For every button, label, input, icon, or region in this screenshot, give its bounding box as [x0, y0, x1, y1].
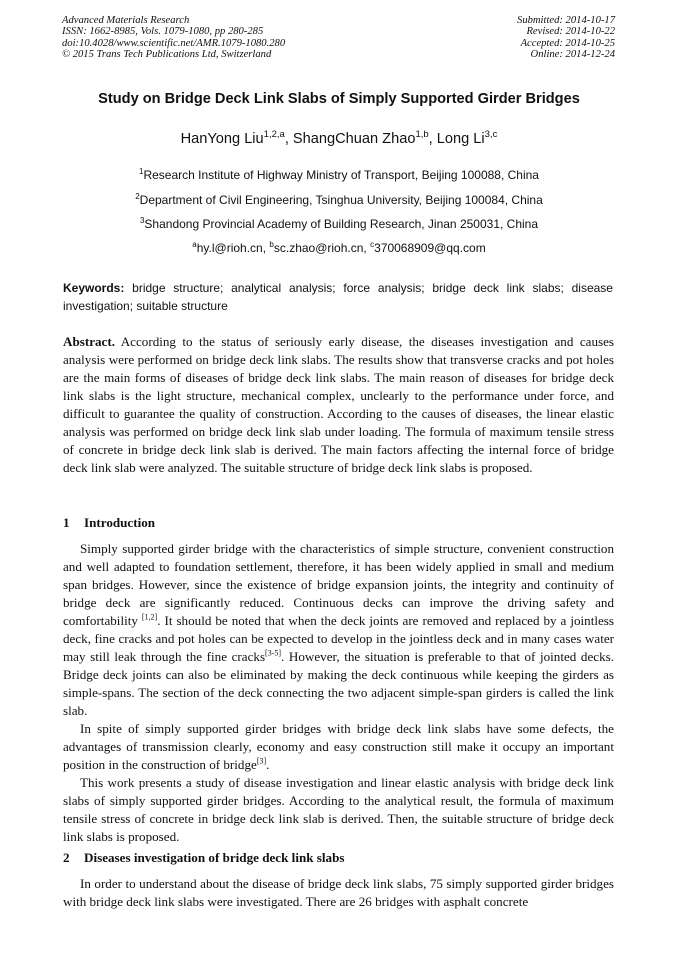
accepted-date: Accepted: 2014-10-25 — [520, 37, 615, 49]
section-title: Introduction — [84, 515, 156, 530]
journal-header-left — [62, 15, 285, 61]
email-sup: c — [370, 240, 375, 249]
author-name: ShangChuan Zhao — [292, 130, 416, 147]
paragraph — [63, 720, 614, 774]
email-link[interactable]: 370068909@qq.com — [374, 241, 486, 255]
revised-date: Revised: 2014-10-22 — [526, 26, 615, 38]
abstract-paragraph — [63, 333, 614, 477]
doi-line[interactable]: doi:10.4028/www.scientific.net/AMR.1079-1080.280 — [62, 37, 286, 49]
journal-header-right — [517, 15, 615, 61]
affiliation — [0, 192, 678, 207]
paragraph-text: Simply supported girder bridge with the characteristics of simple structure, convenient construction and well adapted to foundation settlement, therefore, it has been widely applied in small and medium span bridges. However, since the existence of bridge expansion joints, the integrity and continuity of bridge deck are significantly reduced. Continuous decks can improve the driving safety and comfortability — [63, 541, 614, 628]
paragraph-text: . However, the situation is preferable to that of jointed decks. Bridge deck joints can also be eliminated by making the deck continuous while keeping the girders as simple-spans. The section of the deck connecting the two adjacent simple-span girders is called the link slab. — [63, 649, 614, 718]
section-heading — [63, 515, 155, 531]
email-link[interactable]: hy.l@rioh.cn, — [196, 241, 270, 255]
section-number: 1 — [63, 515, 70, 530]
citation[interactable]: [1,2] — [141, 612, 158, 622]
affiliation-text: Department of Civil Engineering, Tsinghua University, Beijing 100084, China — [139, 193, 543, 207]
author-sep: , — [428, 130, 437, 147]
journal-name: Advanced Materials Research — [62, 15, 190, 26]
affiliation-text: Shandong Provincial Academy of Building Research, Jinan 250031, China — [144, 217, 539, 231]
section-2-body — [63, 875, 614, 911]
online-date: Online: 2014-12-24 — [530, 49, 615, 61]
email-link[interactable]: sc.zhao@rioh.cn, — [273, 241, 371, 255]
paragraph — [63, 540, 614, 720]
author-sup: 1,2,a — [263, 129, 285, 140]
citation[interactable]: [3] — [256, 756, 267, 766]
submitted-date: Submitted: 2014-10-17 — [517, 15, 615, 26]
author-sep: , — [284, 130, 293, 147]
email-list — [0, 240, 678, 255]
affiliation-text: Research Institute of Highway Ministry of Transport, Beijing 100088, China — [143, 168, 539, 182]
affiliation-sup: 1 — [139, 167, 144, 176]
keywords-text: bridge structure; analytical analysis; force analysis; bridge deck link slabs; disease investigation; suitable structure — [63, 281, 613, 313]
paragraph-text: This work presents a study of disease investigation and linear elastic analysis with bridge deck link slabs of simply supported girder bridges. According to the analytical result, the formula of maximum tensile stress of concrete in bridge deck link slab is derived. Then, the suitable structure of bridge deck link slabs is proposed. — [63, 775, 614, 844]
paper-title: Study on Bridge Deck Link Slabs of Simply Supported Girder Bridges — [98, 91, 580, 107]
issn-line: ISSN: 1662-8985, Vols. 1079-1080, pp 280-285 — [62, 26, 264, 38]
email-sup: b — [269, 240, 274, 249]
paragraph — [63, 774, 614, 846]
keywords — [63, 279, 613, 315]
abstract — [63, 333, 614, 477]
paragraph-text: In order to understand about the disease of bridge deck link slabs, 75 simply supported girder bridges with bridge deck link slabs were investigated. There are 26 bridges with asphalt concrete — [63, 876, 614, 909]
affiliation — [0, 167, 678, 182]
paragraph-text: In spite of simply supported girder bridges with bridge deck link slabs have some defects, the advantages of transmission clearly, economy and easy construction still make it occupy an important position in the construction of bridge — [63, 721, 614, 772]
author-name: HanYong Liu — [180, 130, 264, 147]
affiliation — [0, 216, 678, 231]
paragraph — [63, 875, 614, 911]
copyright-line: © 2015 Trans Tech Publications Ltd, Switzerland — [62, 49, 272, 61]
section-number: 2 — [63, 850, 70, 865]
paragraph-text: . It should be noted that when the deck joints are removed and replaced by a jointless deck, fine cracks and pot holes can be expected to develop in the jointless deck and in many cases water may still leak through the fine cracks — [63, 613, 614, 664]
section-heading — [63, 850, 344, 866]
author-sup: 1,b — [415, 129, 429, 140]
author-sup: 3,c — [484, 129, 498, 140]
author-name: Long Li — [436, 130, 485, 147]
affiliation-sup: 2 — [135, 192, 140, 201]
affiliation-sup: 3 — [139, 216, 145, 225]
keywords-label: Keywords: — [63, 281, 125, 295]
paragraph-text: . — [266, 757, 270, 772]
section-1-body — [63, 540, 614, 846]
section-title: Diseases investigation of bridge deck link slabs — [84, 850, 345, 865]
abstract-label: Abstract. — [63, 334, 115, 349]
citation[interactable]: [3-5] — [265, 648, 282, 658]
abstract-text: According to the status of seriously early disease, the diseases investigation and causes analysis were performed on bridge deck link slabs. The results show that transverse cracks and pot holes are the main forms of diseases of bridge deck link slabs. The main reason of diseases for bridge deck link slabs is the light structure, mechanical complex, unclearly to the performance under force, and difficult to guarantee the quality of construction. According to the causes of diseases, the linear elastic analysis was performed on bridge deck link slab under loading. The formula of maximum tensile stress of concrete in bridge deck link slab is derived. The main factors affecting the internal force of bridge deck link slab were analyzed. The suitable structure of bridge deck link slabs is proposed. — [63, 334, 614, 475]
author-list — [0, 129, 678, 147]
email-sup: a — [192, 240, 197, 249]
